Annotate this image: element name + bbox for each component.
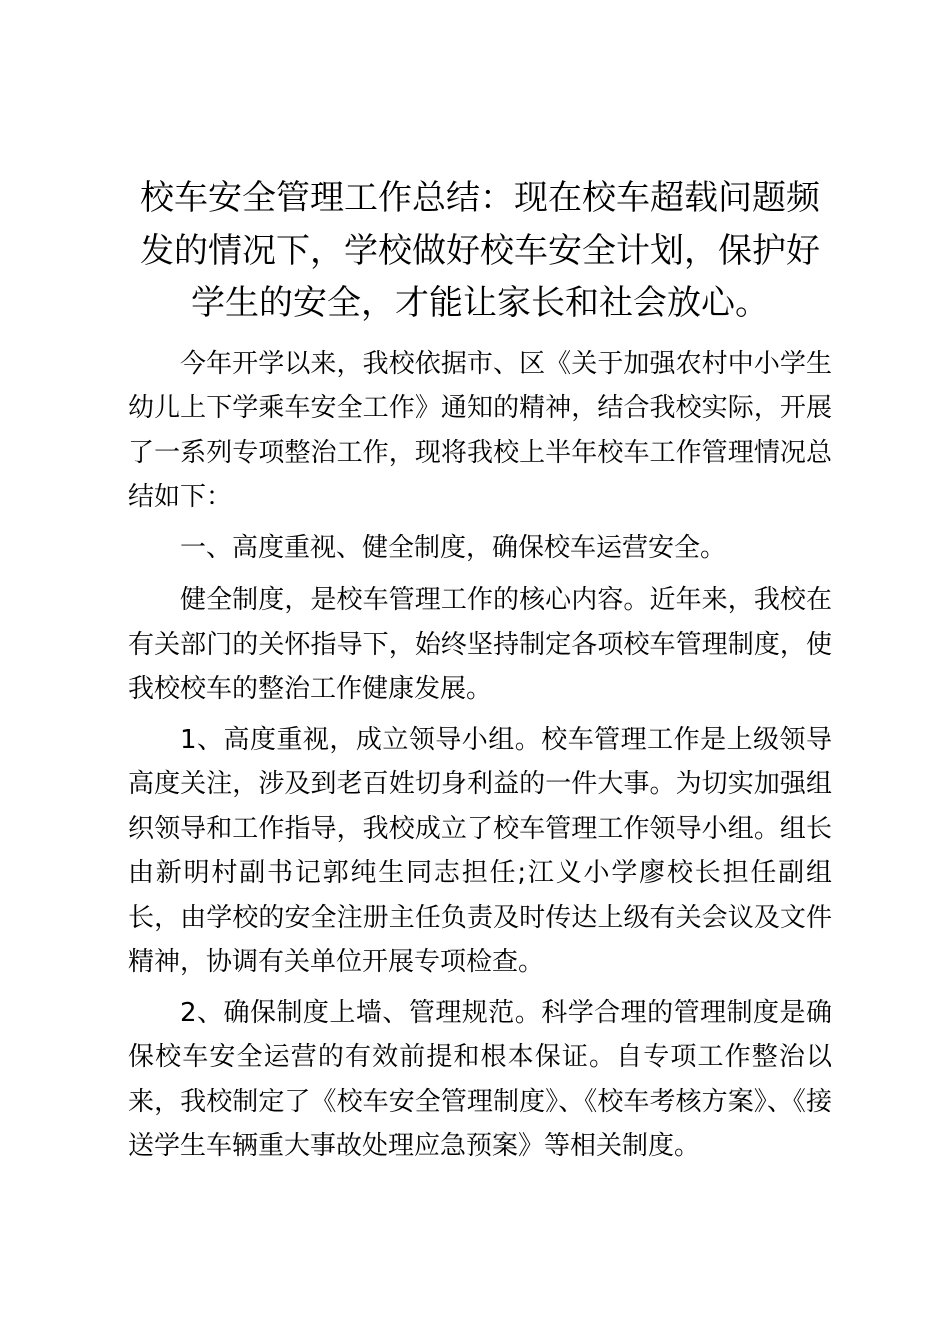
body-paragraph-system: 健全制度，是校车管理工作的核心内容。近年来，我校在有关部门的关怀指导下，始终坚持制定各项校车管理制度，使我校校车的整治工作健康发展。: [128, 585, 832, 704]
body-paragraph-regulations: 2、确保制度上墙、管理规范。科学合理的管理制度是确保校车安全运营的有效前提和根本保证。自专项工作整治以来，我校制定了《校车安全管理制度》、《校车考核方案》、《接送学生车辆重大事故处理应急预案》等相关制度。: [128, 997, 832, 1161]
body-paragraph-leadership: 1、高度重视，成立领导小组。校车管理工作是上级领导高度关注，涉及到老百姓切身利益的一件大事。为切实加强组织领导和工作指导，我校成立了校车管理工作领导小组。组长由新明村副书记郭纯生同志担任;江义小学廖校长担任副组长，由学校的安全注册主任负责及时传达上级有关会议及文件精神，协调有关单位开展专项检查。: [128, 724, 832, 977]
intro-paragraph: 今年开学以来，我校依据市、区《关于加强农村中小学生幼儿上下学乘车安全工作》通知的精神，结合我校实际，开展了一系列专项整治工作，现将我校上半年校车工作管理情况总结如下：: [128, 348, 832, 512]
document-page: [128, 172, 832, 1175]
title-line-2: 发的情况下，学校做好校车安全计划，保护好: [140, 230, 820, 271]
title-line-1: 校车安全管理工作总结：现在校车超载问题频: [140, 178, 820, 218]
document-title: [128, 172, 832, 330]
document-body: [128, 342, 832, 1169]
section-heading-1: 一、高度重视、健全制度，确保校车运营安全。: [180, 532, 727, 563]
title-line-3: 学生的安全，才能让家长和社会放心。: [191, 283, 769, 323]
